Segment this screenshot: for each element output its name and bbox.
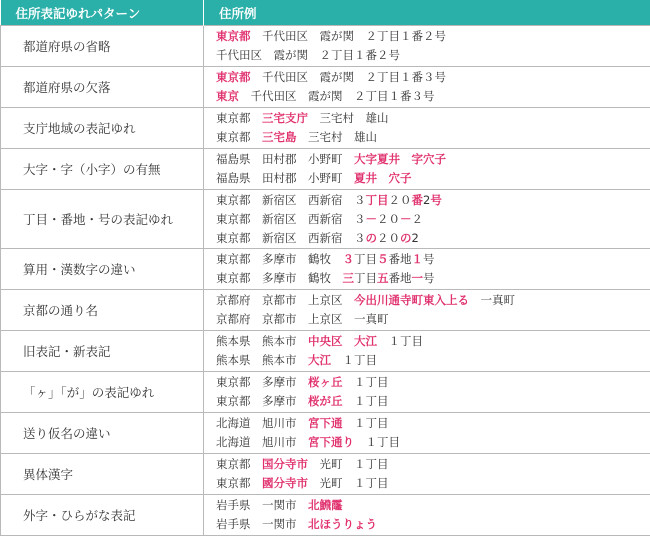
pattern-cell: 旧表記・新表記 [1,331,204,372]
highlighted-segment: 桜が丘 [308,394,343,408]
highlighted-segment: ５ [377,252,389,266]
address-line [216,496,650,515]
address-segment: 東京都 新宿区 西新宿 ３ [216,211,366,226]
highlighted-segment: 中央区 大江 [308,334,377,348]
address-segment: 光町 １丁目 [308,476,389,490]
address-segment: 2 [423,192,431,207]
address-line [216,68,650,87]
table-row [1,372,650,413]
header-pattern: 住所表記ゆれパターン [1,0,204,26]
highlighted-segment: の [365,230,377,245]
address-line [216,373,650,392]
example-cell [204,190,650,249]
address-segment: 岩手県 一関市 [216,498,308,512]
example-cell [204,149,650,190]
address-segment: 東京都 多摩市 鶴牧 [216,271,343,285]
highlighted-segment: 北ほうりょう [308,517,377,531]
pattern-cell: 丁目・番地・号の表記ゆれ [1,190,204,249]
table-row [1,108,650,149]
address-line [216,332,650,351]
address-segment: 熊本県 熊本市 [216,353,308,367]
address-line [216,474,650,493]
address-segment: 丁目 [354,271,377,285]
pattern-cell: 外字・ひらがな表記 [1,495,204,536]
address-line [216,433,650,452]
table-row [1,495,650,536]
address-segment: 光町 １丁目 [308,457,389,471]
highlighted-segment: － [400,211,412,226]
highlighted-segment: 大江 [308,353,331,367]
highlighted-segment: 桜ヶ丘 [308,375,343,389]
address-line [216,150,650,169]
address-segment: 東京都 [216,476,262,490]
address-line [216,46,650,65]
table-header [1,0,650,26]
address-segment: 京都府 京都市 上京区 [216,293,354,307]
pattern-cell: 送り仮名の違い [1,413,204,454]
address-segment: 三宅村 雄山 [308,111,389,125]
highlighted-segment: 東京都 [216,70,251,84]
address-segment: 番地 [388,252,412,266]
address-segment: ２０ [388,192,412,207]
address-line [216,351,650,370]
address-segment: 東京都 [216,111,262,125]
address-segment: 福島県 田村郡 小野町 [216,171,354,185]
highlighted-segment: 号 [430,192,442,207]
table-row [1,331,650,372]
table-body [1,26,650,536]
highlighted-segment: 一 [411,271,423,285]
pattern-cell: 算用・漢数字の違い [1,249,204,290]
address-segment: 北海道 旭川市 [216,435,308,449]
highlighted-segment: 番 [411,192,423,207]
pattern-cell: 都道府県の欠落 [1,67,204,108]
highlighted-segment: 五 [377,271,389,285]
address-segment: 岩手県 一関市 [216,517,308,531]
address-line [216,414,650,433]
address-segment: 京都府 京都市 上京区 一真町 [216,312,389,326]
address-segment: 千代田区 霞が関 ２丁目１番２号 [216,48,400,62]
table-row [1,413,650,454]
address-segment: 福島県 田村郡 小野町 [216,152,354,166]
pattern-cell: 都道府県の省略 [1,26,204,67]
address-segment: 一真町 [469,293,515,307]
highlighted-segment: 國分寺市 [262,476,308,490]
address-line [216,109,650,128]
example-cell [204,331,650,372]
pattern-cell: 京都の通り名 [1,290,204,331]
highlighted-segment: ３ [342,252,354,266]
table-row [1,67,650,108]
header-example: 住所例 [204,0,650,26]
address-segment: １丁目 [331,353,377,367]
table-row [1,149,650,190]
address-segment: １丁目 [354,435,400,449]
address-line [216,210,650,229]
address-segment: 三宅村 雄山 [296,130,377,144]
pattern-cell: 「ヶ」「が」の表記ゆれ [1,372,204,413]
example-cell [204,108,650,149]
example-cell [204,413,650,454]
highlighted-segment: 東京都 [216,29,251,43]
highlighted-segment: 大字夏井 字穴子 [354,152,446,166]
address-segment: 千代田区 霞が関 ２丁目１番２号 [250,29,446,43]
address-segment: １丁目 [342,375,389,389]
table-row [1,290,650,331]
address-segment: 千代田区 霞が関 ２丁目１番３号 [250,70,446,84]
address-segment: １丁目 [342,416,389,430]
highlighted-segment: 三宅支庁 [262,111,308,125]
example-cell [204,290,650,331]
address-segment: 東京都 多摩市 [216,375,308,389]
example-cell [204,372,650,413]
address-line [216,128,650,147]
address-line [216,229,650,248]
highlighted-segment: 宮下通 [308,416,343,430]
header-row [1,0,650,26]
address-segment: 東京都 [216,457,262,471]
pattern-cell: 大字・字（小字）の有無 [1,149,204,190]
address-segment: ２０ [377,230,400,245]
example-cell [204,495,650,536]
example-cell [204,249,650,290]
highlighted-segment: １ [411,252,423,266]
address-segment: ２ [411,211,423,226]
address-segment: ２０ [377,211,400,226]
address-segment: 2 [411,230,419,245]
table-row [1,454,650,495]
address-segment: 東京都 [216,130,262,144]
address-line [216,310,650,329]
address-segment: 熊本県 熊本市 [216,334,308,348]
highlighted-segment: － [365,211,377,226]
highlighted-segment: の [400,230,412,245]
example-cell [204,67,650,108]
highlighted-segment: 今出川通寺町東入上る [354,293,469,307]
address-segment: 東京都 新宿区 西新宿 ３ [216,192,366,207]
highlighted-segment: 三 [342,271,354,285]
address-line [216,191,650,210]
highlighted-segment: 夏井 穴子 [354,171,412,185]
pattern-cell: 支庁地域の表記ゆれ [1,108,204,149]
highlighted-segment: 国分寺市 [262,457,308,471]
table-row [1,190,650,249]
highlighted-segment: 宮下通り [308,435,354,449]
address-line [216,515,650,534]
table-row [1,26,650,67]
highlighted-segment: 北𩹉霳 [308,498,343,512]
table-row [1,249,650,290]
address-segment: 東京都 多摩市 [216,394,308,408]
address-segment: 番地 [388,271,412,285]
address-segment: 東京都 多摩市 鶴牧 [216,252,343,266]
address-segment: 千代田区 霞が関 ２丁目１番３号 [239,89,435,103]
address-line [216,392,650,411]
address-line [216,169,650,188]
example-cell [204,454,650,495]
pattern-cell: 異体漢字 [1,454,204,495]
address-segment: １丁目 [342,394,389,408]
address-segment: 号 [423,252,435,266]
address-segment: 丁目 [354,252,377,266]
address-line [216,291,650,310]
address-segment: 号 [423,271,435,285]
address-segment: 北海道 旭川市 [216,416,308,430]
address-line [216,269,650,288]
highlighted-segment: 丁目 [365,192,389,207]
highlighted-segment: 三宅島 [262,130,297,144]
address-segment: 東京都 新宿区 西新宿 ３ [216,230,366,245]
address-line [216,87,650,106]
address-line [216,455,650,474]
address-segment: １丁目 [377,334,423,348]
highlighted-segment: 東京 [216,89,239,103]
example-cell [204,26,650,67]
address-line [216,250,650,269]
address-line [216,27,650,46]
